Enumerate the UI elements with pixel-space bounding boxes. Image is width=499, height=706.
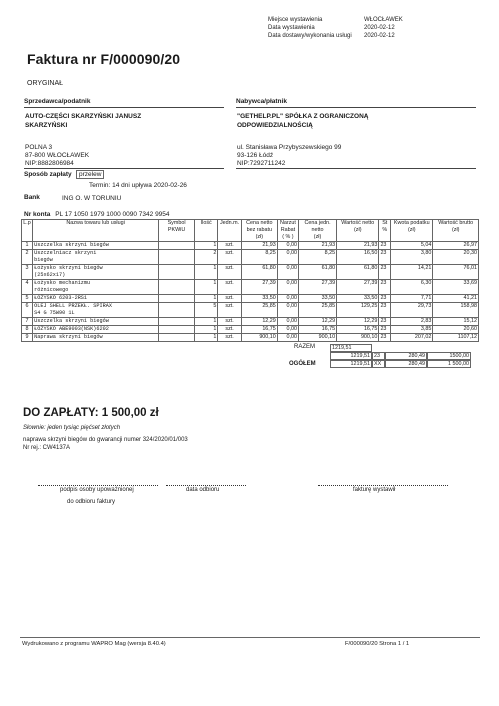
row-unit: szt. (218, 318, 241, 326)
th-gross-text: Wartość brutto (438, 220, 474, 226)
signature-middle-label: data odbioru (186, 487, 220, 493)
th-net-price-text: Cena netto bez rabatu (246, 220, 273, 233)
signature-right-label: fakturę wystawił (353, 487, 396, 493)
row-discount: 0,00 (277, 295, 298, 303)
buyer-nip-underline (236, 168, 476, 169)
row-name (33, 265, 159, 280)
payment-method-label: Sposób zapłaty (24, 171, 72, 178)
table-row (22, 334, 479, 342)
buyer-nip: NIP:7292711242 (237, 160, 286, 167)
row-name-line2: S4 G 75W90 1L (34, 310, 75, 316)
ogolem-net: 1219,51 (330, 360, 372, 368)
row-discount: 0,00 (277, 326, 298, 334)
th-value-net (337, 220, 379, 242)
row-name-line1: ŁOŻYSKO ABE9003(NSK)6202 (34, 326, 109, 332)
row-vat: 23 (379, 318, 391, 326)
row-qty: 1 (195, 295, 218, 303)
ogolem-gross: 1 500,00 (427, 360, 471, 368)
invoice-copy: ORYGINAŁ (27, 80, 64, 87)
row-net-price: 61,80 (241, 265, 277, 280)
row-unit-net: 12,29 (298, 318, 336, 326)
buyer-name-line1: "GETHELP.PL" SPÓŁKA Z OGRANICZONĄ (237, 113, 369, 120)
seller-heading: Sprzedawca/podatnik (24, 98, 91, 105)
ogolem-label: OGÓŁEM (289, 361, 316, 367)
line2-tax: 280,49 (385, 352, 427, 360)
row-symbol (159, 334, 195, 342)
row-tax: 29,73 (391, 303, 433, 318)
seller-addr1: POLNA 3 (25, 144, 53, 151)
th-value-net-text: Wartość netto (341, 220, 375, 226)
row-vat: 23 (379, 280, 391, 295)
footer-right: F/000090/20 Strona 1 / 1 (345, 641, 410, 647)
row-gross: 76,01 (433, 265, 479, 280)
row-unit: szt. (218, 295, 241, 303)
row-net-price: 900,10 (241, 334, 277, 342)
th-unit-net-unit: (zł) (313, 234, 322, 240)
issue-date-label: Data wystawienia (268, 25, 315, 31)
table-row (22, 265, 479, 280)
footer-left: Wydrukowano z programu WAPRO Mag (wersja 8.40.4) (22, 641, 166, 647)
buyer-name-line2: ODPOWIEDZIALNOŚCIĄ (237, 122, 313, 129)
row-value-net: 61,80 (337, 265, 379, 280)
row-qty: 1 (195, 265, 218, 280)
table-row (22, 318, 479, 326)
row-net-price: 8,25 (241, 250, 277, 265)
signature-left-label2: do odbioru faktury (67, 499, 116, 505)
row-value-net: 21,93 (337, 242, 379, 250)
row-gross: 26,97 (433, 242, 479, 250)
delivery-date-label: Data dostawy/wykonania usługi (268, 33, 352, 39)
row-lp: 5 (22, 295, 33, 303)
row-unit-net: 25,85 (298, 303, 336, 318)
seller-nip-underline (24, 168, 224, 169)
row-name-line1: Uszczelka skrzyni biegów (34, 242, 109, 248)
row-qty: 2 (195, 250, 218, 265)
th-unit-net (298, 220, 336, 242)
summary-line2 (330, 352, 471, 360)
row-net-price: 16,75 (241, 326, 277, 334)
signature-left-line (38, 485, 158, 486)
row-unit: szt. (218, 303, 241, 318)
row-value-net: 900,10 (337, 334, 379, 342)
table-body (22, 242, 479, 342)
ogolem-tax: 280,49 (385, 360, 427, 368)
line2-gross: 1500,00 (427, 352, 471, 360)
seller-nip: NIP:8882806984 (25, 160, 74, 167)
row-net-price: 21,93 (241, 242, 277, 250)
payment-method-value: przelew (76, 170, 104, 179)
razem-net: 1219,51 (330, 344, 372, 352)
row-name (33, 303, 159, 318)
seller-heading-underline (24, 107, 224, 108)
row-unit: szt. (218, 280, 241, 295)
table-row (22, 242, 479, 250)
table-row (22, 326, 479, 334)
buyer-addr2: 93-126 Łódź (237, 152, 274, 159)
row-symbol (159, 318, 195, 326)
seller-address (25, 144, 89, 168)
th-vat-amount-unit: (zł) (408, 227, 416, 233)
row-lp: 8 (22, 326, 33, 334)
th-qty: Ilość (195, 220, 218, 242)
row-unit: szt. (218, 242, 241, 250)
row-tax: 207,02 (391, 334, 433, 342)
row-gross: 33,69 (433, 280, 479, 295)
th-discount (277, 220, 298, 242)
buyer-address (237, 144, 341, 168)
summary-ogolem (330, 360, 471, 368)
row-tax: 14,21 (391, 265, 433, 280)
row-vat: 23 (379, 295, 391, 303)
row-net-price: 12,29 (241, 318, 277, 326)
th-unit-net-text: Cena jedn. netto (304, 220, 331, 233)
row-qty: 5 (195, 303, 218, 318)
row-name (33, 318, 159, 326)
row-lp: 9 (22, 334, 33, 342)
ogolem-vat: XX (372, 360, 385, 368)
row-qty: 1 (195, 318, 218, 326)
row-lp: 2 (22, 250, 33, 265)
bank-value: ING O. W TORUNIU (62, 195, 122, 202)
table-row (22, 250, 479, 265)
row-unit: szt. (218, 326, 241, 334)
row-name (33, 334, 159, 342)
row-value-net: 12,29 (337, 318, 379, 326)
payment-term: Termin: 14 dni upływa 2020-02-26 (89, 182, 187, 189)
th-lp: L.p (22, 220, 33, 242)
th-net-price-unit: (zł) (255, 234, 264, 240)
th-gross-unit: (zł) (451, 227, 460, 233)
row-unit-net: 27,39 (298, 280, 336, 295)
th-vat-amount (391, 220, 433, 242)
place-value: WŁOCŁAWEK (364, 17, 403, 23)
row-unit-net: 33,50 (298, 295, 336, 303)
row-unit: szt. (218, 250, 241, 265)
row-vat: 23 (379, 334, 391, 342)
row-discount: 0,00 (277, 242, 298, 250)
line2-net: 1219,51 (330, 352, 372, 360)
row-net-price: 33,50 (241, 295, 277, 303)
row-tax: 3,85 (391, 326, 433, 334)
row-unit-net: 8,25 (298, 250, 336, 265)
meta-block (268, 16, 488, 40)
signature-middle-line (166, 485, 246, 486)
row-discount: 0,00 (277, 250, 298, 265)
row-symbol (159, 303, 195, 318)
buyer-heading: Nabywca/płatnik (236, 98, 287, 105)
row-tax: 7,71 (391, 295, 433, 303)
row-lp: 6 (22, 303, 33, 318)
th-vat: St % (379, 220, 391, 242)
row-gross: 20,60 (433, 326, 479, 334)
signature-right-line (318, 485, 448, 486)
items-table (21, 219, 479, 342)
th-vat-amount-text: Kwota podatku (393, 220, 430, 226)
th-value-net-unit: (zł) (354, 227, 362, 233)
invoice-title: Faktura nr F/000090/20 (27, 51, 181, 67)
th-discount-unit: ( % ) (282, 234, 294, 240)
row-unit-net: 16,75 (298, 326, 336, 334)
row-net-price: 25,85 (241, 303, 277, 318)
row-lp: 4 (22, 280, 33, 295)
line2-vat: 23 (372, 352, 385, 360)
row-unit-net: 21,93 (298, 242, 336, 250)
row-gross: 20,30 (433, 250, 479, 265)
buyer-heading-underline (236, 107, 476, 108)
th-net-price (241, 220, 277, 242)
account-value: PL 17 1050 1979 1000 0090 7342 9954 (55, 211, 170, 218)
row-name-line1: Łożysko skrzyni biegów (34, 265, 103, 271)
table-header-row (22, 220, 479, 242)
row-value-net: 16,50 (337, 250, 379, 265)
row-lp: 7 (22, 318, 33, 326)
issue-date-value: 2020-02-12 (364, 25, 395, 31)
account-label: Nr konta (24, 211, 51, 218)
row-symbol (159, 295, 195, 303)
amount-due: DO ZAPŁATY: 1 500,00 zł (23, 407, 159, 419)
table-row (22, 295, 479, 303)
row-tax: 2,83 (391, 318, 433, 326)
th-gross (433, 220, 479, 242)
row-name-line2: różnicowego (34, 287, 69, 293)
row-value-net: 129,25 (337, 303, 379, 318)
row-name-line1: ŁOŻYSKO 6203-2RS1 (34, 295, 88, 301)
bank-label: Bank (24, 194, 40, 201)
buyer-addr1: ul. Stanisława Przybyszewskiego 99 (237, 144, 342, 151)
row-vat: 23 (379, 250, 391, 265)
row-lp: 3 (22, 265, 33, 280)
row-gross: 1107,12 (433, 334, 479, 342)
row-name (33, 326, 159, 334)
row-name-line1: Uszczelniacz skrzyni (34, 250, 97, 256)
row-value-net: 33,50 (337, 295, 379, 303)
row-symbol (159, 242, 195, 250)
row-symbol (159, 326, 195, 334)
row-name-line1: OLEJ SHELL PRZEKŁ. SPIRAX (34, 303, 112, 309)
row-unit-net: 900,10 (298, 334, 336, 342)
row-name-line1: Łożysko mechanizmu (34, 280, 91, 286)
buyer-name (237, 112, 368, 130)
seller-addr2: 87-800 WŁOCŁAWEK (25, 152, 90, 159)
th-symbol: Symbol PKWiU (159, 220, 195, 242)
amount-in-words: Słownie: jeden tysiąc pięćset złotych (23, 425, 121, 431)
footer-rule (20, 637, 480, 638)
row-name (33, 280, 159, 295)
razem-label: RAZEM (294, 344, 315, 350)
row-value-net: 27,39 (337, 280, 379, 295)
row-qty: 1 (195, 280, 218, 295)
row-name (33, 295, 159, 303)
row-tax: 5,04 (391, 242, 433, 250)
row-discount: 0,00 (277, 280, 298, 295)
th-unit: Jedn.m. (218, 220, 241, 242)
row-name (33, 250, 159, 265)
row-name-line1: Naprawa skrzyni biegów (34, 334, 103, 340)
row-net-price: 27,39 (241, 280, 277, 295)
row-unit: szt. (218, 334, 241, 342)
row-tax: 3,80 (391, 250, 433, 265)
row-symbol (159, 265, 195, 280)
row-gross: 158,98 (433, 303, 479, 318)
row-symbol (159, 280, 195, 295)
row-name (33, 242, 159, 250)
seller-name-line2: SKARZYŃSKI (25, 122, 68, 129)
row-vat: 23 (379, 303, 391, 318)
note-line2: Nr rej.: CW4137A (23, 445, 71, 451)
row-vat: 23 (379, 265, 391, 280)
row-lp: 1 (22, 242, 33, 250)
row-gross: 15,12 (433, 318, 479, 326)
row-qty: 1 (195, 334, 218, 342)
place-label: Miejsce wystawienia (268, 17, 323, 23)
row-tax: 6,30 (391, 280, 433, 295)
th-discount-text: Narzut Rabat (279, 220, 296, 233)
row-unit-net: 61,80 (298, 265, 336, 280)
row-vat: 23 (379, 242, 391, 250)
signature-left-label1: podpis osoby upoważnionej (60, 487, 134, 493)
table-row (22, 280, 479, 295)
row-name-line2: biegów (34, 257, 53, 263)
th-name: Nazwa towaru lub usługi (33, 220, 159, 242)
row-discount: 0,00 (277, 318, 298, 326)
row-gross: 41,21 (433, 295, 479, 303)
row-value-net: 16,75 (337, 326, 379, 334)
seller-name (25, 112, 141, 130)
row-discount: 0,00 (277, 334, 298, 342)
row-discount: 0,00 (277, 303, 298, 318)
row-symbol (159, 250, 195, 265)
row-vat: 23 (379, 326, 391, 334)
row-name-line2: (25x62x17) (34, 272, 66, 278)
row-name-line1: Uszczelka skrzyni biegów (34, 318, 109, 324)
account-row (24, 211, 170, 218)
delivery-date-value: 2020-02-12 (364, 33, 395, 39)
row-discount: 0,00 (277, 265, 298, 280)
note-line1: naprawa skrzyni biegów do gwarancji numer 324/2020/01/003 (23, 437, 188, 443)
row-qty: 1 (195, 242, 218, 250)
seller-name-line1: AUTO-CZĘŚCI SKARZYŃSKI JANUSZ (25, 113, 142, 120)
table-row (22, 303, 479, 318)
row-unit: szt. (218, 265, 241, 280)
row-qty: 1 (195, 326, 218, 334)
